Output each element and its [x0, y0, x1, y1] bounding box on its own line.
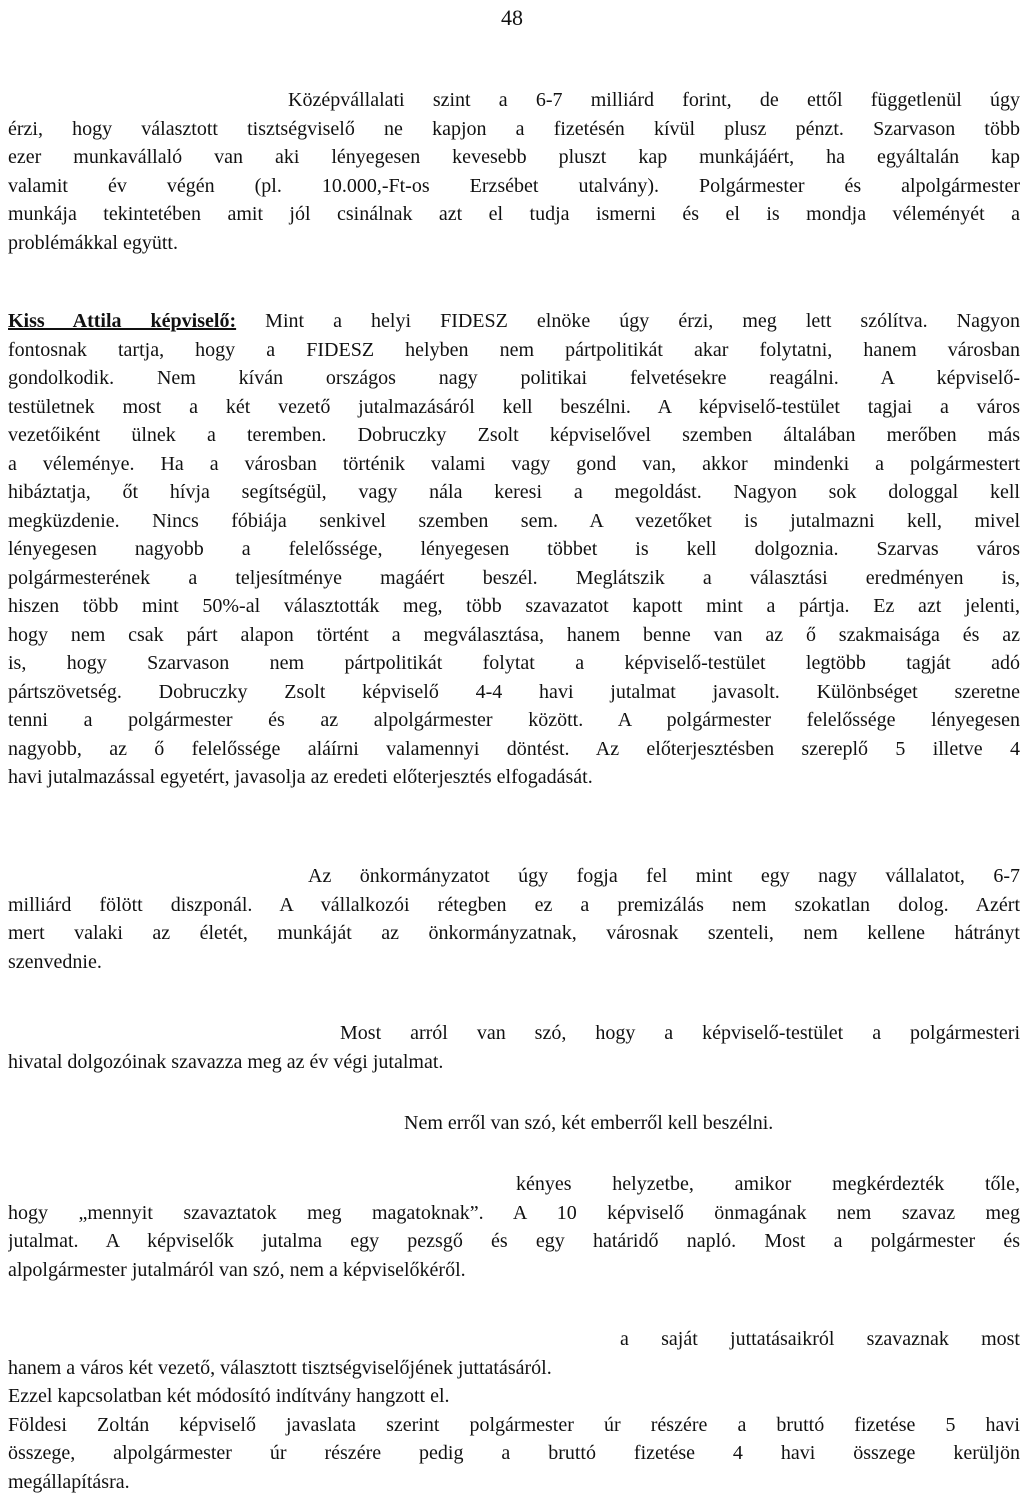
- text-line: [8, 307, 1020, 336]
- text-line: hogy nem csak párt alapon történt a megválasztása, hanem benne van az ő szakmaisága és az: [8, 623, 1020, 646]
- text-line: problémákkal együtt.: [8, 231, 178, 254]
- text-line: polgármesterének a teljesítménye magáért beszél. Meglátszik a választási eredményen is,: [8, 566, 1020, 589]
- text-line: alpolgármester jutalmáról van szó, nem a képviselőkéről.: [8, 1258, 466, 1281]
- text-line: kényes helyzetbe, amikor megkérdezték tőle,: [516, 1173, 1020, 1195]
- text-line: valamit év végén (pl. 10.000,-Ft-os Erzsébet utalvány). Polgármester és alpolgármester: [8, 174, 1020, 197]
- speaker-name: Kiss Attila képviselő:: [8, 310, 237, 332]
- text-line: a véleménye. Ha a városban történik valami vagy gond van, akkor mindenki a polgármestert: [8, 452, 1020, 475]
- text-line: Földesi Zoltán képviselő javaslata szerint polgármester úr részére a bruttó fizetése 5 havi: [8, 1413, 1020, 1436]
- text-line: milliárd fölött diszponál. A vállalkozói rétegben ez a premizálás nem szokatlan dolog. Azért: [8, 893, 1020, 916]
- paragraph-7: [8, 1325, 1020, 1496]
- page-number: 48: [501, 5, 523, 30]
- text-line: pártszövetség. Dobruczky Zsolt képviselő 4-4 havi jutalmat javasolt. Különbséget szeretne: [8, 680, 1020, 703]
- text-line: nagyobb, az ő felelőssége aláírni valamennyi döntést. Az előterjesztésben szereplő 5 illetve 4: [8, 737, 1020, 760]
- text-line: havi jutalmazással egyetért, javasolja az eredeti előterjesztés elfogadását.: [8, 766, 593, 788]
- text-line: munkája tekintetében amit jól csinálnak azt el tudja ismerni és el is mondja véleményét a: [8, 203, 1020, 225]
- text-line: ezer munkavállaló van aki lényegesen kevesebb pluszt kap munkájáért, ha egyáltalán kap: [8, 146, 1020, 168]
- text-line: megküzdenie. Nincs fóbiája senkivel szemben sem. A vezetőket is jutalmazni kell, mivel: [8, 509, 1020, 532]
- text-line: testületnek most a két vezető jutalmazásáról kell beszélni. A képviselő-testület tagjai a város: [8, 395, 1020, 418]
- text-line: jutalmat. A képviselők jutalma egy pezsgő és egy határidő napló. Most a polgármester és: [8, 1230, 1020, 1252]
- paragraph-3: [8, 862, 1020, 976]
- text-line: Ezzel kapcsolatban két módosító indítvány hangzott el.: [8, 1385, 450, 1407]
- text-line: hibáztatja, őt hívja segítségül, vagy nála keresi a megoldást. Nagyon sok dologgal kell: [8, 481, 1020, 503]
- text-line: hiszen több mint 50%-al választották meg, több szavazatot kapott mint a pártja. Ez azt jelenti,: [8, 595, 1020, 617]
- text-line: lényegesen nagyobb a felelőssége, lényegesen többet is kell dolgoznia. Szarvas város: [8, 538, 1020, 560]
- speaker-text: Mint a helyi FIDESZ elnöke úgy érzi, meg lett szólítva. Nagyon: [265, 310, 1020, 332]
- text-line: gondolkodik. Nem kíván országos nagy politikai felvetésekre reagálni. A képviselő-: [8, 367, 1020, 389]
- text-line: a saját juttatásaikról szavaznak most: [620, 1328, 1020, 1350]
- text-line: érzi, hogy választott tisztségviselő ne kapjon a fizetésén kívül plusz pénzt. Szarvason több: [8, 117, 1020, 140]
- text-line: szenvednie.: [8, 950, 102, 973]
- text-line: hanem a város két vezető, választott tisztségviselőjének juttatásáról.: [8, 1356, 552, 1379]
- text-line: megállapításra.: [8, 1470, 130, 1493]
- text-line: hogy „mennyit szavaztatok meg magatoknak”. A 10 képviselő önmagának nem szavaz meg: [8, 1201, 1020, 1224]
- text-line: tenni a polgármester és az alpolgármester között. A polgármester felelőssége lényegesen: [8, 709, 1020, 731]
- text-line: mert valaki az életét, munkáját az önkormányzatnak, városnak szenteli, nem kellene hátrányt: [8, 922, 1020, 944]
- paragraph-1: [8, 86, 1020, 257]
- text-line: Most arról van szó, hogy a képviselő-testület a polgármesteri: [340, 1022, 1020, 1044]
- text-line: fontosnak tartja, hogy a FIDESZ helyben nem pártpolitikát akar folytatni, hanem városban: [8, 338, 1020, 361]
- paragraph-4: [8, 1019, 1020, 1076]
- text-line: Az önkormányzatot úgy fogja fel mint egy nagy vállalatot, 6-7: [308, 865, 1020, 887]
- text-line: is, hogy Szarvason nem pártpolitikát folytat a képviselő-testület legtöbb tagját adó: [8, 652, 1020, 674]
- paragraph-6: [8, 1170, 1020, 1284]
- paragraph-5: [8, 1109, 1020, 1138]
- text-line: Nem erről van szó, két emberről kell beszélni.: [404, 1112, 774, 1134]
- text-line: Középvállalati szint a 6-7 milliárd forint, de ettől függetlenül úgy: [288, 89, 1020, 111]
- text-line: összege, alpolgármester úr részére pedig a bruttó fizetése 4 havi összege kerüljön: [8, 1442, 1020, 1464]
- text-line: hivatal dolgozóinak szavazza meg az év végi jutalmat.: [8, 1050, 444, 1073]
- text-line: vezetőiként ülnek a teremben. Dobruczky Zsolt képviselővel szemben általában merőben más: [8, 424, 1020, 446]
- paragraph-2: [8, 307, 1020, 792]
